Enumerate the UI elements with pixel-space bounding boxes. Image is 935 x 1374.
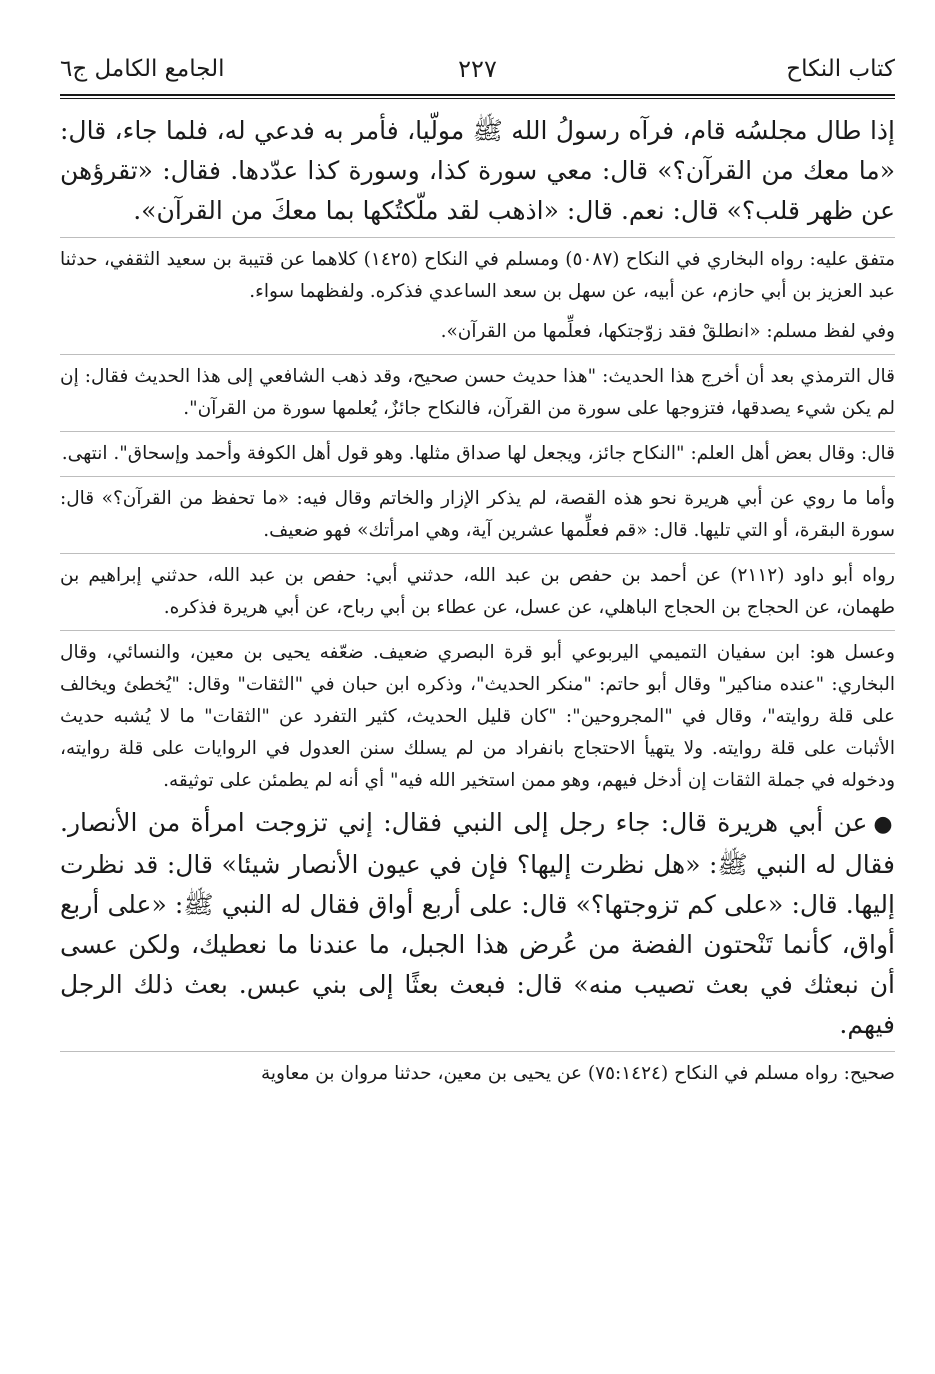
abu-hurayra-note: وأما ما روي عن أبي هريرة نحو هذه القصة، لم يذكر الإزار والخاتم وقال فيه: «ما تحفظ من القرآن؟» قال: سورة البقرة، أو التي تليها. قال: «قم فعلِّمها عشرين آية، وهي امرأتك» فهو ضعيف.: [60, 488, 895, 541]
page-number: ٢٢٧: [458, 55, 497, 83]
hadith-text-2: [60, 803, 895, 1045]
book-page: [60, 48, 895, 1364]
abu-dawud-note: رواه أبو داود (٢١١٢) عن أحمد بن حفص بن عبد الله، حدثني أبي: حفص بن عبد الله، حدثني إبراهيم بن طهمان، عن الحجاج بن الحجاج الباهلي، عن عسل، عن عطاء بن أبي رباح، عن أبي هريرة فذكره.: [60, 565, 895, 618]
header-rule-thick: [60, 94, 895, 96]
separator: [60, 1051, 895, 1052]
separator: [60, 630, 895, 631]
sahih-muslim-note: صحيح: رواه مسلم في النكاح (٧٥:١٤٢٤) عن يحيى بن معين، حدثنا مروان بن معاوية: [260, 1063, 895, 1084]
header-rule-thin: [60, 98, 895, 99]
tirmidhi-note: قال الترمذي بعد أن أخرج هذا الحديث: "هذا حديث حسن صحيح، وقد ذهب الشافعي إلى هذا الحديث فقال: إن لم يكن شيء يصدقها، فتزوجها على سورة من القرآن، فالنكاح جائزٌ، يُعلمها سورة من القرآن".: [60, 366, 895, 419]
muslim-wording-note: وفي لفظ مسلم: «انطلقْ فقد زوّجتكها، فعلِّمها من القرآن».: [440, 321, 895, 342]
hadith-text: إذا طال مجلسُه قام، فرآه رسولُ الله ﷺ مولّيا، فأمر به فدعي له، فلما جاء، قال: «ما معك من القرآن؟» قال: معي سورة كذا، وسورة كذا عدّدها. فقال: «تقرؤهن عن ظهر قلب؟» قال: نعم. قال: «اذهب لقد ملّكتُكها بما معكَ من القرآن».: [60, 116, 895, 225]
hadith-text-2-body: عن أبي هريرة قال: جاء رجل إلى النبي فقال: إني تزوجت امرأة من الأنصار. فقال له النبي ﷺ: «هل نظرت إليها؟ فإن في عيون الأنصار شيئا» قال: قد نظرت إليها. قال: «على كم تزوجتها؟» قال: على أربع أواق فقال له النبي ﷺ: «على أربع أواق، كأنما تَنْحتون الفضة من عُرض هذا الجبل، ما عندنا ما نعطيك، ولكن عسى أن نبعثك في بعث تصيب منه» قال: فبعث بعثًا إلى بني عبس. بعث ذلك الرجل فيهم.: [60, 808, 895, 1039]
separator: [60, 431, 895, 432]
volume-title: الجامع الكامل ج٦: [60, 56, 225, 82]
bullet-icon: ●: [873, 812, 895, 837]
separator: [60, 476, 895, 477]
scholars-note: قال: وقال بعض أهل العلم: "النكاح جائز، ويجعل لها صداق مثلها. وهو قول أهل الكوفة وأحمد وإسحاق". انتهى.: [61, 443, 895, 464]
separator: [60, 354, 895, 355]
separator: [60, 237, 895, 238]
separator: [60, 553, 895, 554]
takhrij-note: متفق عليه: رواه البخاري في النكاح (٥٠٨٧) ومسلم في النكاح (١٤٢٥) كلاهما عن قتيبة بن سعيد الثقفي، حدثنا عبد العزيز بن أبي حازم، عن أبيه، عن سهل بن سعد الساعدي فذكره. ولفظهما سواء.: [60, 249, 895, 302]
narrator-assessment-note: وعسل هو: ابن سفيان التميمي اليربوعي أبو قرة البصري ضعيف. ضعّفه يحيى بن معين، والنسائي، وقال البخاري: "عنده مناكير" وقال أبو حاتم: "منكر الحديث"، وذكره ابن حبان في "الثقات" وقال: "يُخطئ ويخالف على قلة روايته"، وقال في "المجروحين": "كان قليل الحديث، كثير التفرد عن "الثقات" ما لا يُشبه حديث الأثبات على قلة روايته. ولا يتهيأ الاحتجاج بانفراد من لم يسلك سنن العدول في الروايات على قلة روايته، ودخوله في جملة الثقات إن أدخل فيهم، وهو ممن استخير الله فيه" أي أنه لم يطمئن على توثيقه.: [60, 642, 895, 791]
page-header: [60, 48, 895, 90]
book-title: كتاب النكاح: [786, 56, 895, 82]
